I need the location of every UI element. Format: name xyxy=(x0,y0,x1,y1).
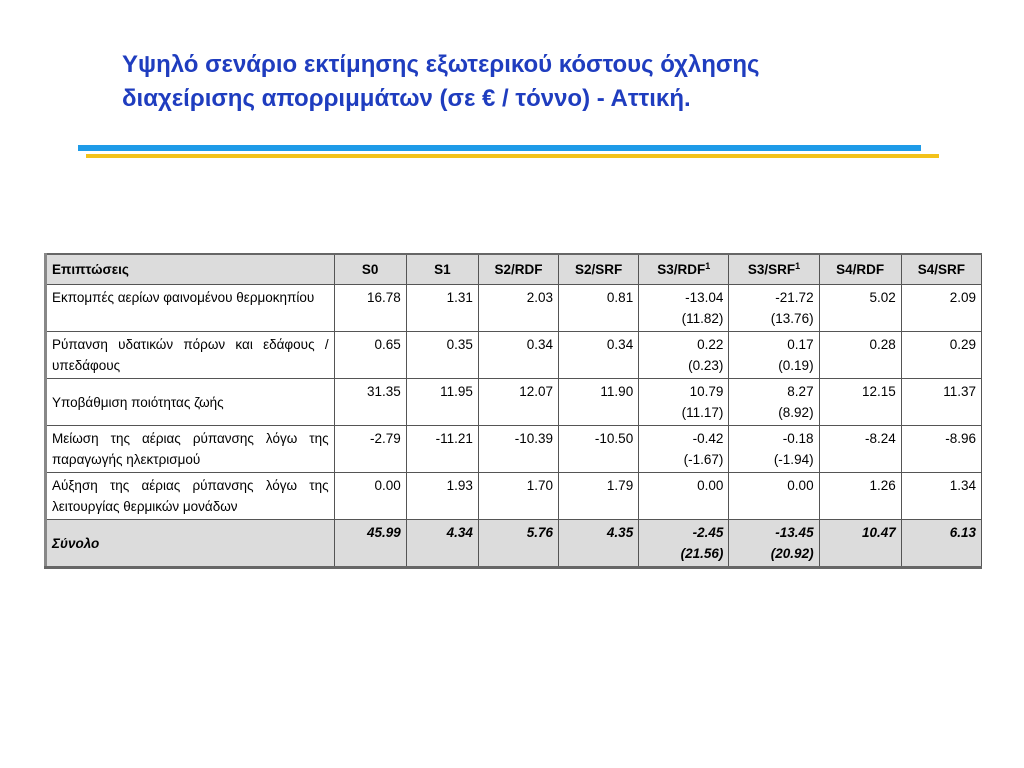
cell-s2-rdf: 2.03 xyxy=(478,285,558,332)
header-s3-srf-text: S3/SRF xyxy=(747,262,796,277)
cell-s2-srf: 0.34 xyxy=(559,332,639,379)
cell-s3-srf: 0.00 xyxy=(729,473,819,520)
header-impacts: Επιπτώσεις xyxy=(46,254,335,285)
cell-s2-rdf: 1.70 xyxy=(478,473,558,520)
cell-s1: 11.95 xyxy=(406,379,478,426)
cell-s4-srf: 0.29 xyxy=(901,332,981,379)
cell-s4-srf: 2.09 xyxy=(901,285,981,332)
title-underline-yellow xyxy=(86,154,939,158)
cell-s1: 1.93 xyxy=(406,473,478,520)
cell-s3-srf xyxy=(729,426,819,473)
cell-alt-value: (11.17) xyxy=(681,405,724,420)
total-s4-srf: 6.13 xyxy=(901,520,981,568)
cell-s2-rdf: 0.34 xyxy=(478,332,558,379)
cell-s3-srf xyxy=(729,285,819,332)
cell-alt-value: (11.82) xyxy=(681,311,724,326)
total-s3-rdf xyxy=(639,520,729,568)
total-s2-rdf: 5.76 xyxy=(478,520,558,568)
cell-s4-srf: 1.34 xyxy=(901,473,981,520)
cell-s1: 1.31 xyxy=(406,285,478,332)
cell-alt-value: (21.56) xyxy=(680,546,724,561)
total-label: Σύνολο xyxy=(46,520,335,568)
table-row xyxy=(46,426,982,473)
cell-alt-value: (8.92) xyxy=(778,405,814,420)
cell-s1: -11.21 xyxy=(406,426,478,473)
cell-value: 0.17 xyxy=(787,337,814,352)
header-s3-rdf-text: S3/RDF xyxy=(657,262,706,277)
header-s3-rdf-footnote: 1 xyxy=(705,261,711,271)
total-s0: 45.99 xyxy=(334,520,406,568)
table-total-row xyxy=(46,520,982,568)
table-row xyxy=(46,379,982,426)
cell-s4-rdf: 1.26 xyxy=(819,473,901,520)
cell-s0: 0.00 xyxy=(334,473,406,520)
row-label: Ρύπανση υδατικών πόρων και εδάφους / υπεδάφους xyxy=(46,332,335,379)
cell-value: 0.22 xyxy=(697,337,724,352)
cell-value: -2.45 xyxy=(692,525,724,540)
total-s4-rdf: 10.47 xyxy=(819,520,901,568)
cell-s3-rdf: 0.00 xyxy=(639,473,729,520)
cell-s3-rdf xyxy=(639,426,729,473)
table-header-row xyxy=(46,254,982,285)
header-s2-srf: S2/SRF xyxy=(559,254,639,285)
cell-value: -0.18 xyxy=(782,431,814,446)
cell-s4-rdf: 12.15 xyxy=(819,379,901,426)
cell-alt-value: (0.23) xyxy=(688,358,724,373)
header-s3-rdf xyxy=(639,254,729,285)
header-s1: S1 xyxy=(406,254,478,285)
table-row xyxy=(46,473,982,520)
cell-s3-srf xyxy=(729,379,819,426)
cell-s0: 16.78 xyxy=(334,285,406,332)
cell-s4-srf: 11.37 xyxy=(901,379,981,426)
header-s4-rdf: S4/RDF xyxy=(819,254,901,285)
header-s0: S0 xyxy=(334,254,406,285)
header-s2-rdf: S2/RDF xyxy=(478,254,558,285)
cell-alt-value: (20.92) xyxy=(770,546,814,561)
table-row xyxy=(46,285,982,332)
cell-s0: -2.79 xyxy=(334,426,406,473)
cell-value: 10.79 xyxy=(689,384,724,399)
cell-s0: 0.65 xyxy=(334,332,406,379)
cell-value: 8.27 xyxy=(787,384,814,399)
cell-s0: 31.35 xyxy=(334,379,406,426)
total-s3-srf xyxy=(729,520,819,568)
cell-value: -0.42 xyxy=(692,431,724,446)
cell-value: -13.04 xyxy=(685,290,724,305)
header-s4-srf: S4/SRF xyxy=(901,254,981,285)
cell-s2-srf: 11.90 xyxy=(559,379,639,426)
cell-alt-value: (-1.94) xyxy=(773,452,814,467)
cell-s4-srf: -8.96 xyxy=(901,426,981,473)
cell-s3-rdf xyxy=(639,332,729,379)
row-label: Αύξηση της αέριας ρύπανσης λόγω της λειτουργίας θερμικών μονάδων xyxy=(46,473,335,520)
cell-value: -13.45 xyxy=(775,525,814,540)
cell-s1: 0.35 xyxy=(406,332,478,379)
cell-s3-srf xyxy=(729,332,819,379)
cell-alt-value: (13.76) xyxy=(770,311,814,326)
cell-s2-rdf: -10.39 xyxy=(478,426,558,473)
cell-s3-rdf xyxy=(639,379,729,426)
cell-s2-srf: -10.50 xyxy=(559,426,639,473)
cell-s2-srf: 0.81 xyxy=(559,285,639,332)
header-s3-srf-footnote: 1 xyxy=(795,261,801,271)
total-s1: 4.34 xyxy=(406,520,478,568)
row-label: Μείωση της αέριας ρύπανσης λόγω της παραγωγής ηλεκτρισμού xyxy=(46,426,335,473)
table-row xyxy=(46,332,982,379)
cell-alt-value: (0.19) xyxy=(778,358,814,373)
row-label: Εκπομπές αερίων φαινομένου θερμοκηπίου xyxy=(46,285,335,332)
header-s3-srf xyxy=(729,254,819,285)
total-s2-srf: 4.35 xyxy=(559,520,639,568)
cell-s2-srf: 1.79 xyxy=(559,473,639,520)
cell-s3-rdf xyxy=(639,285,729,332)
cell-s2-rdf: 12.07 xyxy=(478,379,558,426)
page-title xyxy=(122,48,982,116)
title-underline-blue xyxy=(78,145,921,151)
cell-s4-rdf: 5.02 xyxy=(819,285,901,332)
row-label: Υποβάθμιση ποιότητας ζωής xyxy=(46,379,335,426)
page-title-line-2: διαχείρισης απορριμμάτων (σε € / τόννο) - Αττική. xyxy=(122,85,691,112)
cost-table-container xyxy=(44,253,976,569)
cell-s4-rdf: -8.24 xyxy=(819,426,901,473)
cell-value: -21.72 xyxy=(775,290,814,305)
cell-alt-value: (-1.67) xyxy=(683,452,724,467)
cost-table xyxy=(44,253,982,569)
page-title-line-1: Υψηλό σενάριο εκτίμησης εξωτερικού κόστους όχλησης xyxy=(122,51,760,78)
cell-s4-rdf: 0.28 xyxy=(819,332,901,379)
